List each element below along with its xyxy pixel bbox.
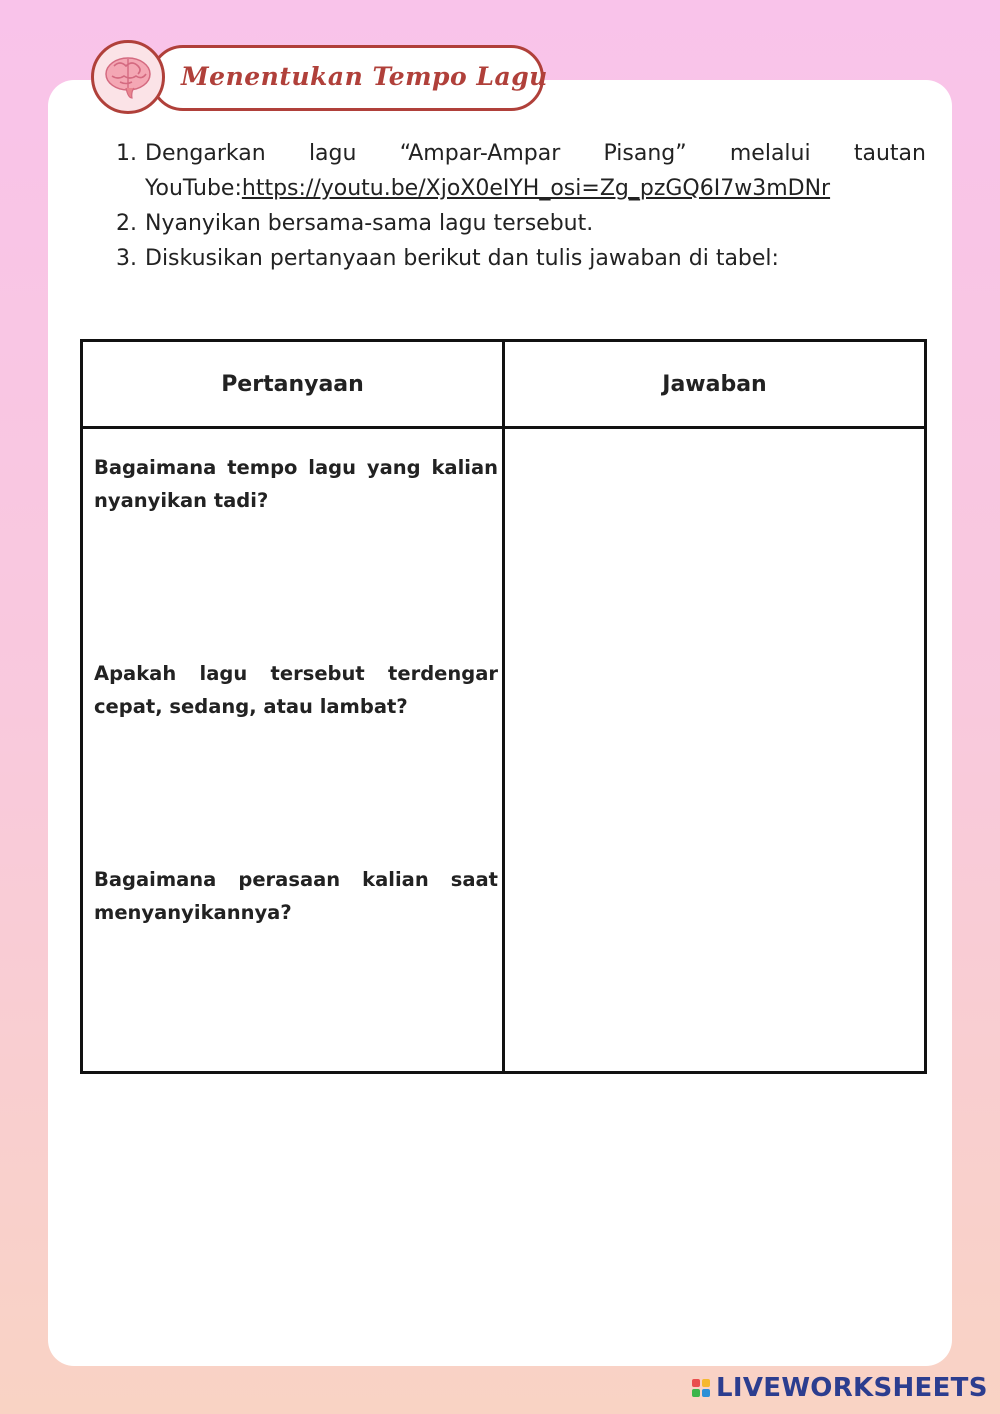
step-number: 2.: [116, 211, 137, 236]
step-1-line-2: [145, 171, 926, 206]
title-banner: [150, 45, 548, 111]
question-2: Apakah lagu tersebut terdengar cepat, sedang, atau lambat?: [94, 662, 498, 718]
instruction-step-3: [116, 241, 926, 276]
youtube-link[interactable]: https://youtu.be/XjoX0eIYH_osi=Zg_pzGQ6I7w3mDNr: [241, 176, 831, 201]
table-header-row: [82, 341, 926, 428]
logo-mark-icon: [692, 1379, 710, 1397]
header-pertanyaan: Pertanyaan: [82, 341, 504, 428]
step-1-word: melalui: [729, 141, 811, 166]
step-number: 1.: [116, 141, 137, 166]
question-1: Bagaimana tempo lagu yang kalian nyanyikan tadi?: [94, 456, 498, 512]
questions-cell: [82, 428, 504, 1073]
page-title: Menentukan Tempo Lagu: [181, 62, 548, 91]
step-1-word: tautan: [853, 141, 926, 166]
step-1-word: Dengarkan: [145, 141, 266, 166]
step-1-word: Pisang”: [603, 141, 687, 166]
header-jawaban: Jawaban: [504, 341, 926, 428]
brain-icon: [102, 52, 154, 104]
brain-badge: [91, 40, 165, 114]
instruction-step-1: [116, 136, 926, 206]
table-body-row: [82, 428, 926, 1073]
youtube-label: YouTube:: [145, 176, 242, 201]
step-number: 3.: [116, 246, 137, 271]
question-3: Bagaimana perasaan kalian saat menyanyikannya?: [94, 868, 498, 924]
answer-cell[interactable]: [504, 428, 926, 1073]
liveworksheets-logo: [692, 1373, 988, 1403]
step-1-line-1: [145, 136, 926, 171]
instruction-list: [116, 136, 926, 276]
instruction-step-2: [116, 206, 926, 241]
step-text: Diskusikan pertanyaan berikut dan tulis jawaban di tabel:: [145, 246, 779, 271]
question-answer-table: [80, 339, 927, 1074]
brand-name: LIVEWORKSHEETS: [716, 1373, 988, 1403]
step-text: Nyanyikan bersama-sama lagu tersebut.: [145, 211, 594, 236]
step-1-word: lagu: [308, 141, 357, 166]
step-1-word: “Ampar-Ampar: [399, 141, 561, 166]
